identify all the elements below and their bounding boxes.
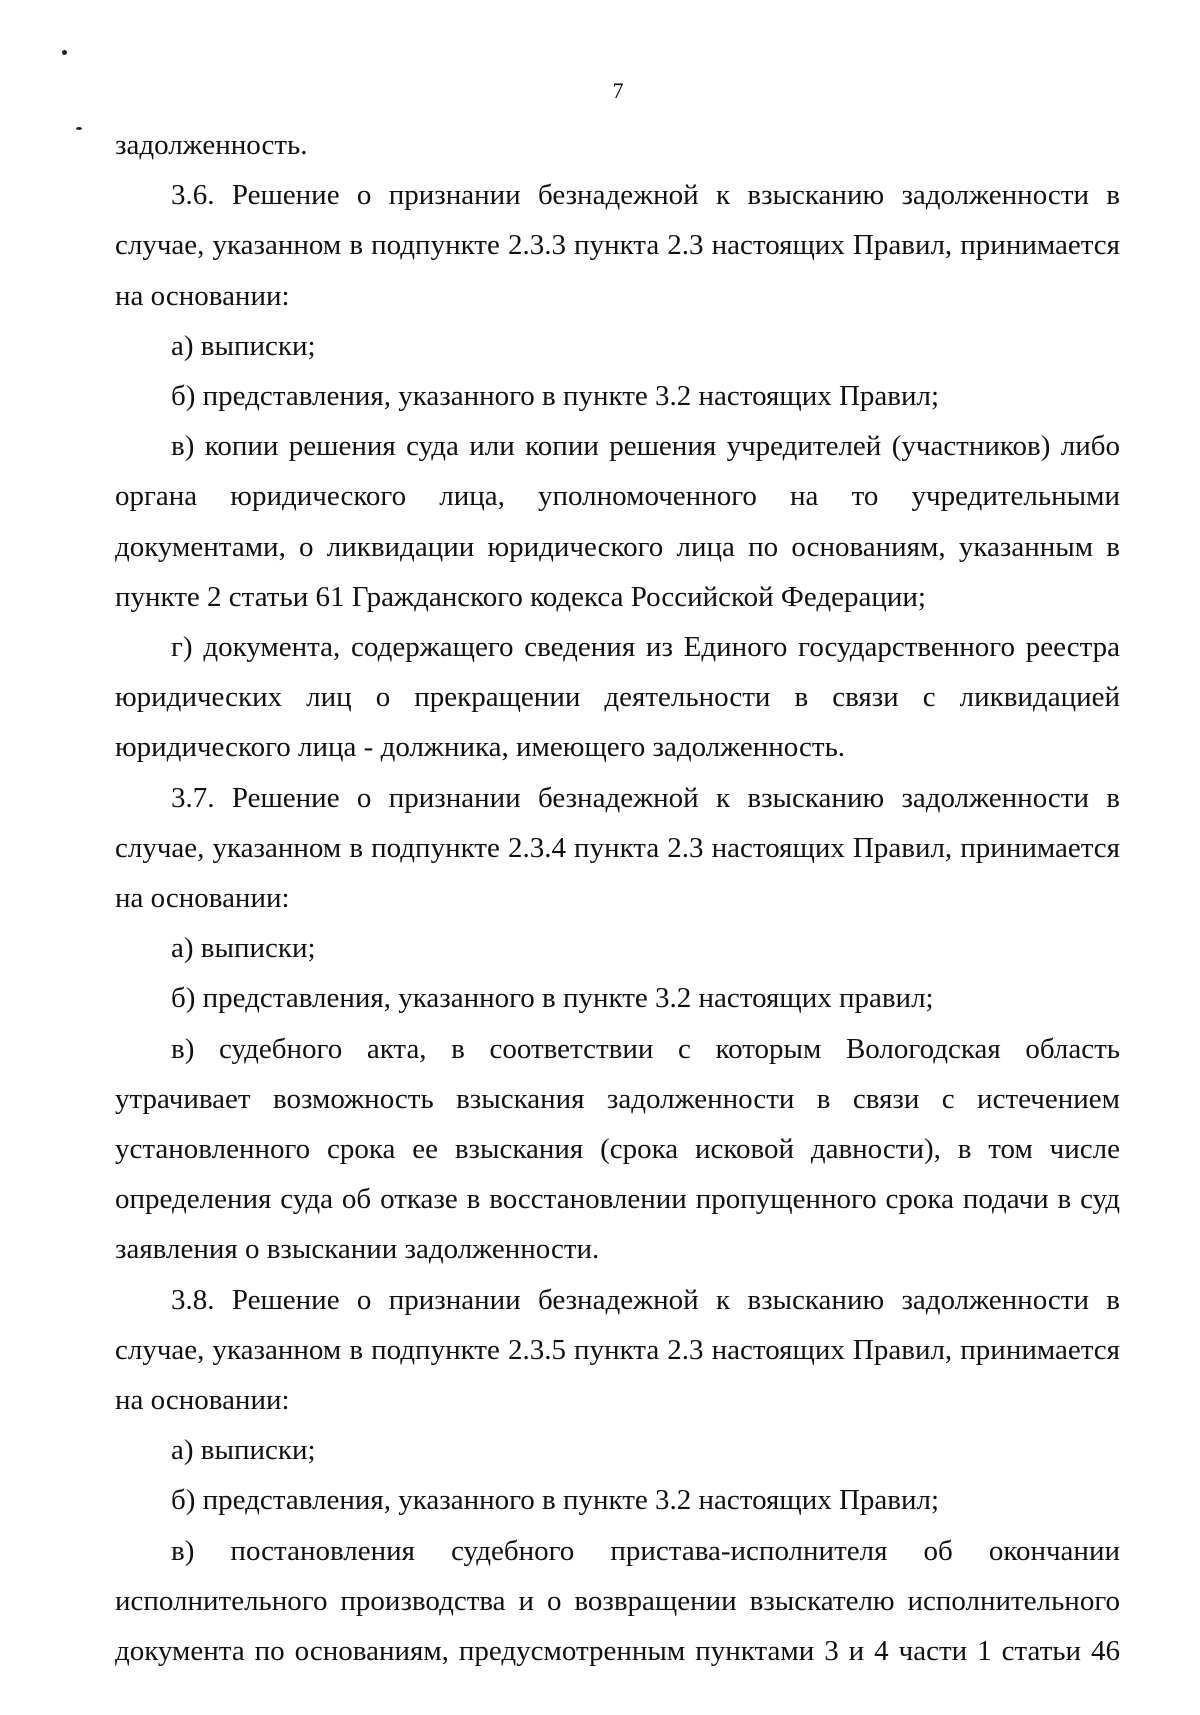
- paragraph: в) постановления судебного пристава-исполнителя об окончании исполнительного производства и о возвращении взыскателю исполнительного документа по основаниям, предусмотренным пунктами 3 и 4 части 1 статьи 46: [115, 1534, 1120, 1668]
- paragraph: 3.7. Решение о признании безнадежной к взысканию задолженности в случае, указанном в подпункте 2.3.4 пункта 2.3 настоящих Правил, принимается на основании:: [115, 781, 1120, 915]
- paragraph: г) документа, содержащего сведения из Единого государственного реестра юридических лиц о прекращении деятельности в связи с ликвидацией юридического лица - должника, имеющего задолженность.: [115, 631, 1120, 764]
- paragraph: б) представления, указанного в пункте 3.2 настоящих Правил;: [171, 380, 940, 413]
- scan-speck: [62, 50, 67, 55]
- document-body: [115, 120, 1120, 1676]
- paragraph: а) выписки;: [171, 329, 316, 362]
- paragraph: б) представления, указанного в пункте 3.2 настоящих правил;: [171, 982, 934, 1015]
- paragraph: 3.8. Решение о признании безнадежной к взысканию задолженности в случае, указанном в подпункте 2.3.5 пункта 2.3 настоящих Правил, принимается на основании:: [115, 1283, 1120, 1417]
- paragraph: задолженность.: [115, 129, 308, 161]
- paragraph: б) представления, указанного в пункте 3.2 настоящих Правил;: [171, 1484, 940, 1517]
- paragraph: а) выписки;: [171, 932, 316, 965]
- paragraph: а) выписки;: [171, 1434, 316, 1467]
- paragraph: 3.6. Решение о признании безнадежной к взысканию задолженности в случае, указанном в подпункте 2.3.3 пункта 2.3 настоящих Правил, принимается на основании:: [115, 179, 1120, 312]
- page-number: 7: [612, 78, 624, 103]
- paragraph: в) судебного акта, в соответствии с которым Вологодская область утрачивает возможность взыскания задолженности в связи с истечением установленного срока ее взыскания (срока исковой давности), в том числе определения суда об отказе в восстановлении пропущенного срока подачи в суд заявления о взыскании задолженности.: [115, 1032, 1120, 1266]
- paragraph: в) копии решения суда или копии решения учредителей (участников) либо органа юридического лица, уполномоченного на то учредительными документами, о ликвидации юридического лица по основаниям, указанным в пункте 2 статьи 61 Гражданского кодекса Российской Федерации;: [115, 430, 1120, 613]
- scan-speck: [76, 127, 82, 130]
